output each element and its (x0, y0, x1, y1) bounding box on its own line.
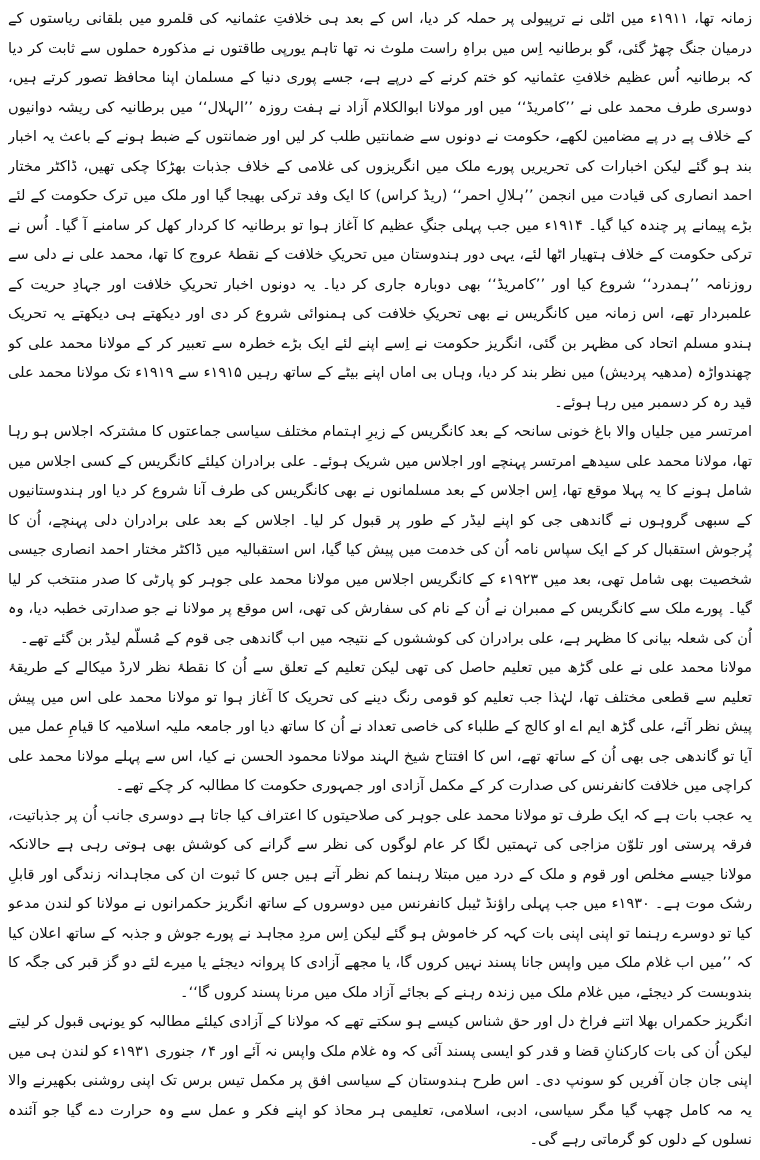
paragraph-round-table-conference: یہ عجب بات ہے کہ ایک طرف تو مولانا محمد علی جوہر کی صلاحیتوں کا اعتراف کیا جاتا ہے دوسری جانب اُن پر جذباتیت، فرقہ پرستی اور تلوّن مزاجی کی تہمتیں لگا کر عام لوگوں کی نظر سے گرانے کی کوشش بھی ہوتی رہی ہے حالانکہ مولانا جیسے مخلص اور قوم و ملک کے درد میں مبتلا رہنما کم نظر آتے ہیں جس کا ثبوت ان کی مجاہدانہ زندگی اور قابلِ رشک موت ہے۔ ۱۹۳۰ء میں جب پہلی راؤنڈ ٹیبل کانفرنس میں دوسروں کے ساتھ انگریز حکمرانوں نے مولانا کو لندن مدعو کیا تو دوسرے رہنما تو اپنی اپنی بات کہہ کر خاموش ہو گئے لیکن اِس مردِ مجاہد نے پورے جوش و جذبہ کے ساتھ اعلان کیا کہ ’’میں اب غلام ملک میں واپس جانا پسند نہیں کروں گا، یا مجھے آزادی کا پروانہ دیجئے یا میرے لئے دو گز قبر کی جگہ کا بندوبست کر دیجئے، میں غلام ملک میں زندہ رہنے کے بجائے آزاد ملک میں مرنا پسند کروں گا‘‘۔ (8, 806, 752, 1001)
paragraph-education-jamia: مولانا محمد علی نے علی گڑھ میں تعلیم حاصل کی تھی لیکن تعلیم کے تعلق سے اُن کا نقطۂ نظر لارڈ میکالے کے طریقۂ تعلیم سے قطعی مختلف تھا، لہٰذا جب تعلیم کو قومی رنگ دینے کی تحریک کا آغاز ہوا تو مولانا محمد علی اس میں پیش پیش نظر آئے، علی گڑھ ایم اے او کالج کے طلباء کی خاصی تعداد نے اُن کا ساتھ دیا اور جامعہ ملیہ اسلامیہ کا قیامِ عمل میں آیا تو گاندھی جی بھی اُن کے ساتھ تھے، اس کا افتتاح شیخ الہند مولانا محمود الحسن نے کیا، اس سے پہلے مولانا محمد علی کراچی میں خلافت کانفرنس کی صدارت کر کے مکمل آزادی اور جمہوری حکومت کا مطالبہ کر چکے تھے۔ (8, 659, 752, 794)
article-page (8, 4, 752, 1154)
paragraph-death-in-london: انگریز حکمراں بھلا اتنے فراخ دل اور حق شناس کیسے ہو سکتے تھے کہ مولانا کے آزادی کیلئے مطالبہ کو یونہی قبول کر لیتے لیکن اُن کی بات کارکنانِ قضا و قدر کو ایسی پسند آئی کہ وہ غلام ملک واپس نہ آئے اور ۴؍ جنوری ۱۹۳۱ء کو لندن ہی میں اپنی جان جان آفریں کو سونپ دی۔ اس طرح ہندوستان کے سیاسی افق پر مکمل تیس برس تک اپنی روشنی بکھیرنے والا یہ مہ کامل چھپ گیا مگر سیاسی، ادبی، اسلامی، تعلیمی ہر محاذ کو اپنے فکر و عمل سے وہ حرارت دے گیا جو آئندہ نسلوں کے دلوں کو گرماتی رہے گی۔ (8, 1013, 752, 1148)
paragraph-khilafat-movement: زمانہ تھا، ۱۹۱۱ء میں اٹلی نے ترپیولی پر حملہ کر دیا، اس کے بعد ہی خلافتِ عثمانیہ کی قلمرو میں بلقانی ریاستوں کے درمیان جنگ چھڑ گئی، گو برطانیہ اِس میں براہِ راست ملوث نہ تھا تاہم یورپی طاقتوں نے مذکورہ حملوں سے ثابت کر دیا کہ برطانیہ اُس عظیم خلافتِ عثمانیہ کو ختم کرنے کے درپے ہے، جسے پوری دنیا کے مسلمان اپنا محافظ تصور کرتے ہیں، دوسری طرف محمد علی نے ’’کامریڈ‘‘ میں اور مولانا ابوالکلام آزاد نے ہفت روزہ ’’الہلال‘‘ میں برطانیہ کی ریشہ دوانیوں کے خلاف پے در پے مضامین لکھے، حکومت نے دونوں سے ضمانتیں طلب کر لیں اور ضمانتوں کے ضبط ہونے کے باعث یہ اخبار بند ہو گئے لیکن اخبارات کی تحریریں پورے ملک میں انگریزوں کی غلامی کے خلاف جذبات بھڑکا چکی تھیں، ڈاکٹر مختار احمد انصاری کی قیادت میں انجمن ’’ہلالِ احمر‘‘ (ریڈ کراس) کا ایک وفد ترکی بھیجا گیا اور ملک میں ترک حکومت کے لئے بڑے پیمانے پر چندہ کیا گیا۔ ۱۹۱۴ء میں جب پہلی جنگِ عظیم کا آغاز ہوا تو برطانیہ کا کردار کھل کر سامنے آ گیا۔ اُس نے ترکی حکومت کے خلاف ہتھیار اٹھا لئے، یہی دور ہندوستان میں تحریکِ خلافت کے نقطۂ عروج کا تھا، محمد علی نے دلی سے روزنامہ ’’ہمدرد‘‘ شروع کیا اور ’’کامریڈ‘‘ بھی دوبارہ جاری کر دیا۔ یہ دونوں اخبار تحریکِ خلافت اور جہادِ حریت کے علمبردار تھے، اس زمانہ میں کانگریس نے بھی تحریکِ خلافت کی ہمنوائی شروع کر دی اور دیکھتے ہی دیکھتے یہ تحریک ہندو مسلم اتحاد کی مظہر بن گئی، انگریز حکومت نے اِسے اپنے لئے ایک بڑے خطرہ سے تعبیر کر کے مولانا محمد علی کو چھندواڑہ (مدھیہ پردیش) میں نظر بند کر دیا، وہاں بی اماں اپنے بیٹے کے ساتھ رہیں ۱۹۱۵ء سے ۱۹۱۹ء تک مولانا محمد علی قید رہ کر دسمبر میں رہا ہوئے۔ (8, 10, 752, 411)
paragraph-amritsar-session: امرتسر میں جلیاں والا باغ خونی سانحہ کے بعد کانگریس کے زیرِ اہتمام مختلف سیاسی جماعتوں کا مشترکہ اجلاس ہو رہا تھا، مولانا محمد علی سیدھے امرتسر پہنچے اور اجلاس میں شریک ہوئے۔ علی برادران کیلئے کانگریس کے کسی اجلاس میں شامل ہونے کا یہ پہلا موقع تھا، اِس اجلاس کے بعد مسلمانوں نے بھی کانگریس کی طرف آنا شروع کر دیا اور ہندوستانیوں کے سبھی گروہوں نے گاندھی جی کو اپنے لیڈر کے طور پر قبول کر لیا۔ اجلاس کے بعد علی برادران دلی پہنچے، اُن کا پُرجوش استقبال کر کے ایک سپاس نامہ اُن کی خدمت میں پیش کیا گیا، اس استقبالیہ میں ڈاکٹر مختار احمد انصاری جیسی شخصیت بھی شامل تھی، بعد میں ۱۹۲۳ء کے کانگریس اجلاس میں مولانا محمد علی جوہر کو پارٹی کا صدر منتخب کر لیا گیا۔ پورے ملک سے کانگریس کے ممبران نے اُن کے نام کی سفارش کی تھی، اس موقع پر مولانا نے جو صدارتی خطبہ دیا، وہ اُن کی شعلہ بیانی کا مظہر ہے، علی برادران کی کوششوں کے نتیجہ میں اب گاندھی جی قوم کے مُسلّم لیڈر بن گئے تھے۔ (8, 423, 752, 647)
